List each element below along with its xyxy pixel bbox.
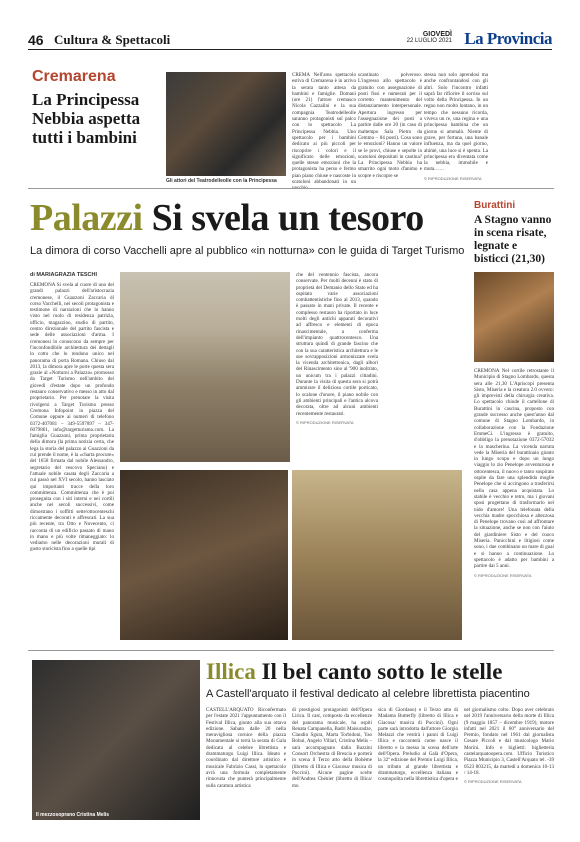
bottom-story-subheadline: A Castell'arquato il festival dedicato al celebre librettista piacentino (206, 688, 530, 700)
issue-date (407, 31, 452, 45)
palazzo-courtyard-photo (292, 470, 462, 640)
sidebar-body-text: CREMONA Nel cortile retrostante il Municipio di Stagno Lombardo, questa sera alle 21,30 L'Apriscopi presenta Sisto, Miseria e la creatura 2.0 ovvero: gli imprevisti della chirurgia creativa. Lo spettacolo chiude il cartellone di Burattini in cascina, proposto con grande successo anche quest'anno dal comune di Stagno Lombardo, in collaborazione con la Fondazione EmmeCi. L'ingresso è gratuito, d'obbligo la prenotazione 0372-57032 e la mascherina. La vicenda narrata vede la Miseria del burattinaio giunto in lungo scopo e dopo un lungo viaggio lo zio Penelope avventurosa e ottocentesca, il nuovo e tanto sospirato ospite da fare una splendida moglie Penelope che si accingono a trasferirsi nella casa appena acquistata. Lo stabile è vecchio e tetro, ma i giovani sposi progettano di trasformarlo nel nido d'amore! Una telefonata della vecchia madre spocchiosa e altezzosa di Penelope trovano cosi ad affrontare la situazione, anche se non con l'aiuto del giardiniere Sisto e del cuoco Miseria. Panicchini e litigiosi come sono, i due combinano un mare di guai e si hanno a continuazione. Lo spettacolo è adatto per bambini a partire dai 5 anni. (474, 368, 554, 570)
sidebar-headline: A Stagno vanno in scena risate, legnate e bisticci (21,30) (474, 214, 552, 265)
mezzosoprano-photo (32, 660, 200, 820)
masthead-logo: La Provincia (464, 29, 552, 48)
main-headline-rest: Si svela un tesoro (151, 197, 424, 239)
palazzo-facade-photo (120, 272, 290, 462)
sidebar-body (474, 368, 554, 578)
page-number: 46 (28, 32, 44, 48)
main-story-column-2 (296, 272, 464, 425)
bottom-story-column-1: CASTELL'ARQUATO Riconfermato per l'estate 2021 l'appuntamento con il Festival Illica, giunto alla sua ottava edizione. Sabato dalle 20 nella meravigliosa cornice della piazza Monumentale si terrà la serata di Gala dedicata al celebre librettista e drammaturgo Luigi Illica. Ideato e coordinato dal direttore artistico e musicale Fabrizio Cassi, lo spettacolo avrà una formula completamente rinnovata che punterà principalmente sulla caratura artistica (206, 707, 286, 789)
main-story-copyright: © RIPRODUZIONE RISERVATA (296, 419, 354, 425)
main-story-subheadline: La dimora di corso Vacchelli apre al pubblico «in notturna» con le guida di Target Turismo (30, 245, 465, 257)
top-story-column-2: scantinato polveroso. L'ingresso allo spettacolo è gratuito con assegnazione di posti fissi e numerati per il corretto mantenimento del distanziamento interpersonale. Apertura ingresso per l'assegnazione dei posti a partire dalle ore 20 (in caso di maltempo Sala Pietro da Cemmo – 84 posti). Cosa sono le emozioni? Hanno un valore se le provi, chiuse e sepolte in scatoloni depositati in cantina? La Principessa Nebbia ha smarrito ogni moto d'animo e scopre e riscopre se (358, 72, 422, 179)
top-story-column-3-text: stessa non solo aprendosi ma anche confrontandosi con gli altri. Solo l'incontro infatti saprà far rifiorire il sorriso sul volto della Principessa. In un regno non molto lontano, in un tempo che nessuno ricorda, viveva un re, una regina e una principessa bambina che un giorno si ammalò. Niente di grave, per fortuna, una banale influenza, ma da quel giorno, ahimè, una luce si è spenta. La principessa era diventata come la nebbia, immobile e muta…… (424, 72, 488, 173)
bottom-story-headline (206, 659, 502, 685)
issue-date-text: 22 LUGLIO 2021 (406, 38, 452, 44)
bottom-story-column-4-text: nel giornalismo colto. Dopo aver celebrato nel 2019 l'anniversario della morte di Illica (9 maggio 1857 – dicembre 1919), motore infatti nel 2021 il 60° anniversario del Premio, fondato nel 1961 dal giornalista Cesare Piccoli e dal musicologo Mario Morini. Info e biglietti: biglietteria castelarquatoopera.com. Ufficio Turistico Piazza Municipio 3, Castell'Arquato tel. -39 0523 803215, da martedì a domenica 10-13 / 14-18. (464, 707, 554, 776)
issue-day: GIOVEDÌ (422, 31, 452, 38)
top-story-copyright: © RIPRODUZIONE RISERVATA (424, 175, 482, 181)
bottom-story-photo-caption: Il mezzosoprano Cristina Melis (36, 812, 110, 818)
sidebar-copyright: © RIPRODUZIONE RISERVATA (474, 572, 532, 578)
section-title: Cultura & Spettacoli (54, 32, 171, 47)
sidebar-kicker: Burattini (474, 200, 516, 211)
bottom-story-column-2: di prestigiosi protagonisti dell'Opera Lirica. Il cast, composto da eccellenze del panorama musicale, ha ospiti Renata Campanella, Badri Maisuradze, Claudio Sgura, Marta Torbidoni, Yao Bohui, Angelo Villari, Cristina Melis – sarà accompagnato dalla Bazzini Consort Orchestra di Brescia e porterà in scena il Terzo atto della Bohème (libretto di Illica e Giacosa/ musica di Puccini). Alcune pagine scelte dell'Andrea Chénier (libretto di Illica/ mu (292, 707, 372, 789)
top-story-headline: La Principessa Nebbia aspetta tutti i bambini (32, 90, 141, 147)
bottom-story-copyright: © RIPRODUZIONE RISERVATA (464, 779, 522, 785)
top-story-column-3 (424, 72, 554, 181)
main-story-column-1: CREMONA Si svela al cuore di uno dei grandi palazzi dell'aristocrazia cremonese, il Guazzoni Zaccaria di corso Vacchelli, nei secoli protagonista e testimone di narrazioni che lo hanno visto nel ruolo di residenza patrizia, ufficio, magazzino, studio di partito, centro direzionale del partito fascista e sede delle associazioni d'arma. I cremonesi lo conoscono da sempre per l'inconfondibile architettura dei dettagli in cotto che lo rendono unico nel panorama di porta Romana. Chiuso dal 2013, la dimora apre le porte questa sera grazie al «Notturni a Palazzo» promosso da Target Turismo nell'ambito dei giovedì d'estate dopo un profondo restauro conservativo e messo in atto dal proprietario. Per prenotare la visita rivolgersi a Target Turismo presso Cremona Infopoint in piazza del Comune oppure ai numeri di telefono 0372-407081 – 349-5597897 – 347-6079861, info@targetturismo.com. La famiglia Guazzoni, prima proprietaria della dimora (la prima notizia certa, che lega la storia del palazzo ai Guazzoni da cui prende il nome, è la «charta procure» del 1658 firmata dal nobile Alessandro, segretario del vescovo Speciano) e l'attuale nobile casata degli Zaccaria a cui passò nel XVI secolo, hanno lasciato qui importanti tracce della loro committenza. Committenza che è poi proseguita con i siti interni e nei cortili anche nei secoli successivi, come dimostrano i soffitti sette/ottocenteschi riccamente decorati e affrescati. La sua più recente, tra Otto e Novecento, ci racconta di un edificio passato di mano in mano e più volte rimaneggiato: lo vediamo nelle decorazioni murali di gusto storicista fino a quelle tipi (30, 282, 114, 553)
main-story-column-2-text: che del ventennio fascista, ancora conservate. Per molti decenni è stato di proprietà del Demanio dello Stato ed ha ospitato varie associazioni combattentistiche fino al 2013, quando è passato in mani private. Il recente e complesso restauro ha riportato in luce molti degli antichi apparati decorativi ad affresco e elementi di epoca rinascimentale, a conferma dell'impianto quattrocentesco. Una struttura quindi di grande fascino che con la sua caratteristica architettura e le sue sovrapposizioni armonizzate svela la vicenda architettonica, dagli albori del Rinascimento sino al '900 inoltrato, un unicum tra i palazzi cittadini. Durante la visita di questa sera si potrà ammirare il delizioso cortile porticato, lo scalone d'onore, il piano nobile con gli ambienti principali e l'antica alcova decorata, oltre ad alcuni ambienti recentemente restaurati. (296, 272, 378, 417)
top-story-kicker: Cremarena (32, 68, 116, 85)
page-header (28, 30, 552, 50)
main-story-headline (30, 196, 424, 240)
top-story-photo-caption: Gli attori del Teatrodelleolle con la Principessa (166, 178, 277, 184)
palazzo-staircase-photo (120, 470, 288, 640)
bottom-story-column-3: sica di Giordano) e il Terzo atto di Madama Butterfly (libretto di Illica e Giacosa/ musica di Puccini). Ogni parte sarà introdotta dall'attore Giorgio Melazzi che vestirà i panni di Luigi Illica e racconterà come nasce il libretto e la messa in scena dell'arte dell'Opera. Preludio al Galà d'Opera, la 32ª edizione del Premio Luigi Illica, un tributo al grande librettista e drammaturgo, eccellenza italiana e cosmopolita nella librettistica d'opera e (378, 707, 458, 783)
puppet-photo (474, 272, 554, 362)
bottom-story-column-4 (464, 707, 554, 784)
divider (28, 188, 554, 189)
divider (28, 650, 554, 651)
main-headline-accent: Palazzi (30, 197, 143, 239)
bottom-headline-accent: Illica (206, 659, 256, 684)
top-story-photo (166, 72, 286, 176)
main-story-byline: di MARIAGRAZIA TESCHI (30, 272, 98, 278)
top-story-column-1: CREMA Nell'area spettacolo estiva di Cremarena è in arrivo la serata tanto attesa da bambini e famiglie. Domani (ore 21) l'attore cremasco Nicola Cazzalini e la sua compagnia Teatrodelleolle saranno protagonisti sul palco con lo spettacolo La Principessa Nebbia. Uno spettacolo per i bambini dedicato ai più piccoli per riscoprire i colori e il significato delle emozioni, quelle stesse emozioni che la protagonista ha perso e fermo pian piano chiuse e nascoste in scatoloni abbandonati in un (292, 72, 356, 186)
bottom-headline-rest: Il bel canto sotto le stelle (261, 659, 503, 684)
